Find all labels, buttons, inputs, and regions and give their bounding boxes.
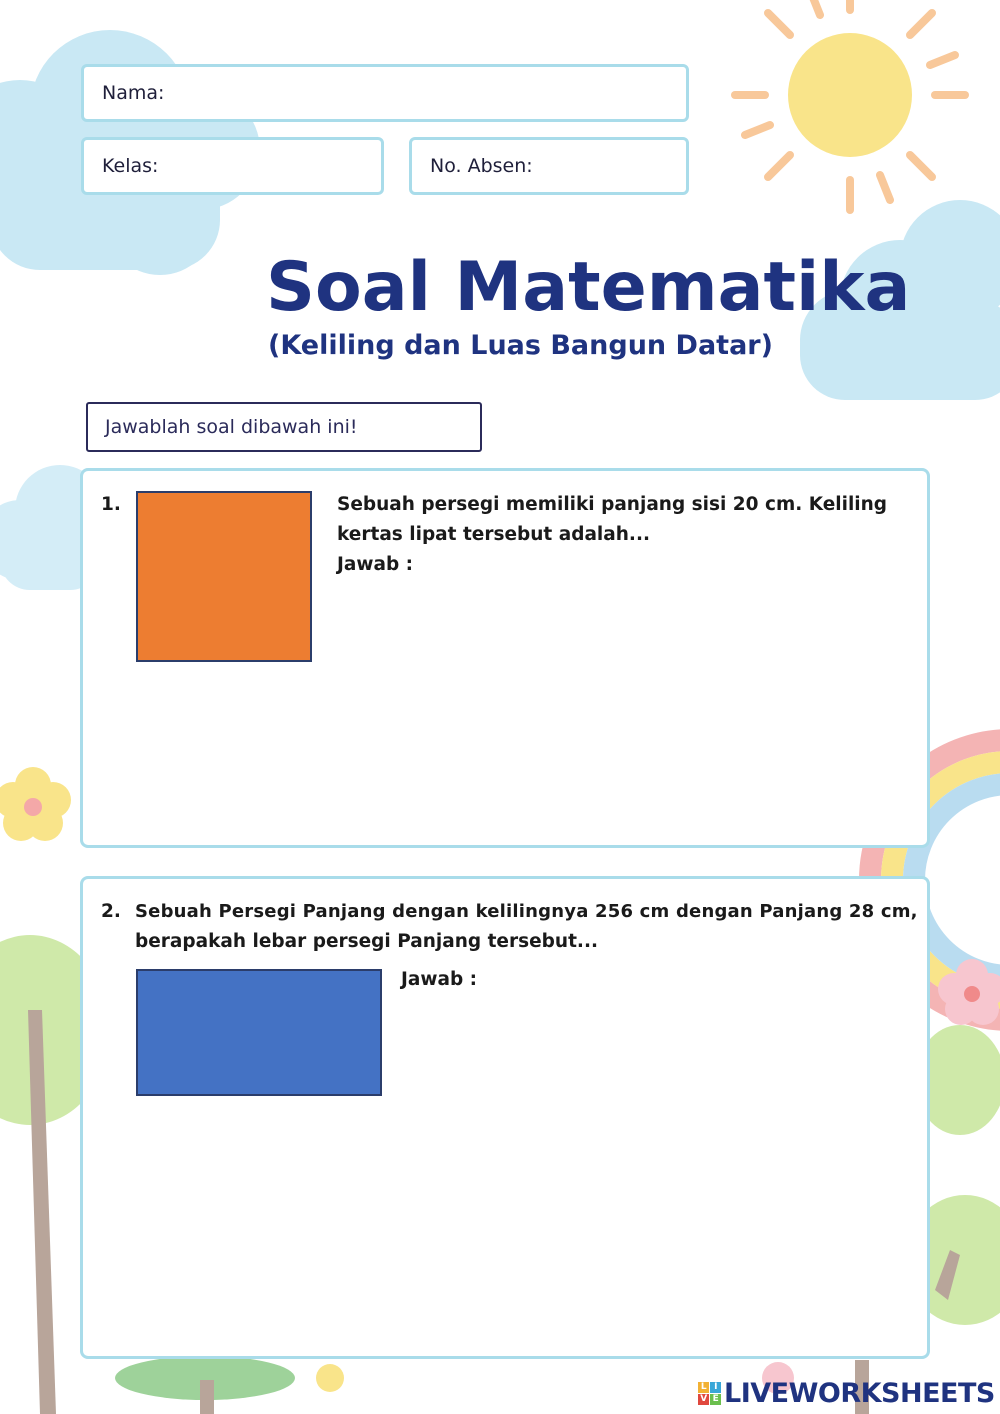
- absen-field[interactable]: [409, 137, 689, 195]
- class-field[interactable]: [81, 137, 384, 195]
- page-subtitle: (Keliling dan Luas Bangun Datar): [268, 330, 773, 361]
- question-1-square-shape: [136, 491, 312, 662]
- liveworksheets-brand: [698, 1378, 995, 1409]
- liveworksheets-brand-text: LIVEWORKSHEETS: [724, 1378, 995, 1409]
- page-title: Soal Matematika: [266, 248, 911, 327]
- question-2-number: 2.: [101, 901, 121, 922]
- question-2-text-line1: Sebuah Persegi Panjang dengan kelilingnya 256 cm dengan Panjang 28 cm,: [135, 901, 918, 922]
- logo-letter-e: E: [710, 1394, 721, 1405]
- question-2-text-line2: berapakah lebar persegi Panjang tersebut...: [135, 931, 599, 952]
- name-label: Nama:: [102, 82, 165, 104]
- logo-letter-l: L: [698, 1382, 709, 1393]
- question-2-rectangle-shape: [136, 969, 382, 1096]
- class-label: Kelas:: [102, 155, 159, 177]
- question-1-number: 1.: [101, 494, 121, 515]
- instruction-box: [86, 402, 482, 452]
- logo-letter-i: I: [710, 1382, 721, 1393]
- question-1-text-line2: kertas lipat tersebut adalah...: [337, 524, 651, 545]
- question-2-answer-area[interactable]: [401, 999, 901, 1329]
- instruction-text: Jawablah soal dibawah ini!: [105, 416, 358, 438]
- name-field[interactable]: [81, 64, 689, 122]
- question-1-text-line1: Sebuah persegi memiliki panjang sisi 20 cm. Keliling: [337, 494, 888, 515]
- absen-label: No. Absen:: [430, 155, 533, 177]
- sun: [735, 0, 965, 210]
- logo-letter-v: V: [698, 1394, 709, 1405]
- bottom-bushes: [115, 1356, 794, 1414]
- liveworksheets-logo-icon: [698, 1382, 721, 1405]
- question-1-answer-area[interactable]: [337, 583, 907, 823]
- question-1-answer-label: Jawab :: [337, 554, 414, 575]
- question-1-box: [80, 468, 930, 848]
- question-2-box: [80, 876, 930, 1359]
- question-2-answer-label: Jawab :: [401, 969, 478, 990]
- flower-yellow-left: [0, 767, 71, 841]
